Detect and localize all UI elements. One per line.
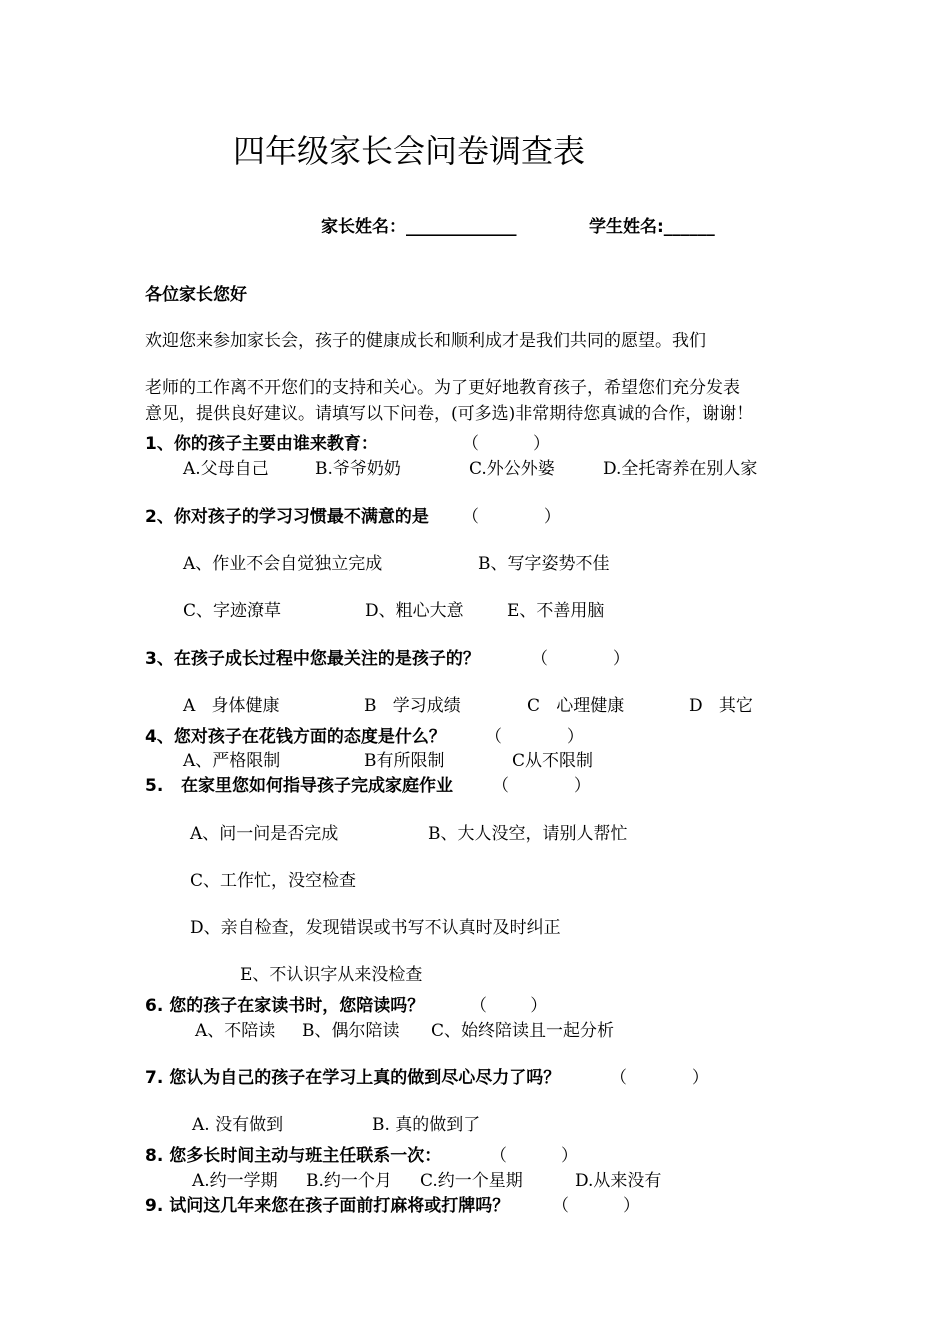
page-title: 四年级家长会问卷调查表: [233, 132, 586, 170]
option-6c: C、始终陪读且一起分析: [431, 1021, 615, 1041]
option-8d: D.从来没有: [575, 1171, 662, 1191]
intro-line-2: 老师的工作离不开您们的支持和关心。为了更好地教育孩子，希望您们充分发表: [145, 378, 740, 398]
option-2e: E、不善用脑: [507, 601, 605, 621]
answer-blank-4: （ ）: [485, 727, 584, 747]
option-4a: A、严格限制: [183, 751, 281, 771]
answer-blank-3: （ ）: [531, 649, 630, 669]
question-5: 5. 在家里您如何指导孩子完成家庭作业: [145, 776, 454, 796]
answer-blank-6: （ ）: [470, 996, 548, 1016]
question-3: 3、在孩子成长过程中您最关注的是孩子的？: [145, 649, 480, 669]
question-1: 1、你的孩子主要由谁来教育：: [145, 434, 378, 454]
option-1a: A.父母自己: [183, 459, 269, 479]
option-3c: C 心理健康: [527, 696, 625, 716]
answer-blank-1: （ ）: [462, 434, 551, 454]
option-3b: B 学习成绩: [364, 696, 461, 716]
option-6b: B、偶尔陪读: [302, 1021, 400, 1041]
option-7b: B. 真的做到了: [372, 1115, 481, 1135]
option-2a: A、作业不会自觉独立完成: [183, 554, 383, 574]
option-1c: C.外公外婆: [469, 459, 555, 479]
option-2b: B、写字姿势不佳: [478, 554, 610, 574]
greeting: 各位家长您好: [145, 285, 247, 305]
option-6a: A、不陪读: [195, 1021, 276, 1041]
option-5b: B、大人没空，请别人帮忙: [428, 824, 628, 844]
option-5a: A、问一问是否完成: [190, 824, 339, 844]
intro-line-1: 欢迎您来参加家长会，孩子的健康成长和顺利成才是我们共同的愿望。我们: [145, 331, 706, 351]
option-4b: B有所限制: [364, 751, 445, 771]
answer-blank-5: （ ）: [492, 776, 591, 796]
option-2d: D、粗心大意: [365, 601, 464, 621]
option-3a: A 身体健康: [183, 696, 280, 716]
answer-blank-9: （ ）: [552, 1196, 641, 1216]
question-6: 6. 您的孩子在家读书时，您陪读吗？: [145, 996, 425, 1016]
option-7a: A. 没有做到: [192, 1115, 284, 1135]
option-3d: D 其它: [689, 696, 753, 716]
option-5d: D、亲自检查，发现错误或书写不认真时及时纠正: [190, 918, 561, 938]
question-4: 4、您对孩子在花钱方面的态度是什么？: [145, 727, 446, 747]
intro-line-3: 意见，提供良好建议。请填写以下问卷，(可多选)非常期待您真诚的合作，谢谢！: [145, 404, 754, 424]
option-5e: E、不认识字从来没检查: [240, 965, 423, 985]
answer-blank-2: （ ）: [462, 507, 561, 527]
answer-blank-7: （ ）: [610, 1068, 709, 1088]
student-name-field: 学生姓名:______: [589, 217, 715, 237]
option-8c: C.约一个星期: [420, 1171, 523, 1191]
question-7: 7. 您认为自己的孩子在学习上真的做到尽心尽力了吗？: [145, 1068, 561, 1088]
question-8: 8. 您多长时间主动与班主任联系一次：: [145, 1146, 442, 1166]
option-1b: B.爷爷奶奶: [315, 459, 401, 479]
option-4c: C从不限制: [512, 751, 594, 771]
option-8b: B.约一个月: [306, 1171, 392, 1191]
option-5c: C、工作忙，没空检查: [190, 871, 357, 891]
option-2c: C、字迹潦草: [183, 601, 282, 621]
question-2: 2、你对孩子的学习习惯最不满意的是: [145, 507, 429, 527]
answer-blank-8: （ ）: [490, 1146, 579, 1166]
parent-name-field: 家长姓名：_____________: [321, 217, 517, 237]
question-9: 9. 试问这几年来您在孩子面前打麻将或打牌吗？: [145, 1196, 510, 1216]
option-1d: D.全托寄养在别人家: [603, 459, 758, 479]
option-8a: A.约一学期: [192, 1171, 278, 1191]
